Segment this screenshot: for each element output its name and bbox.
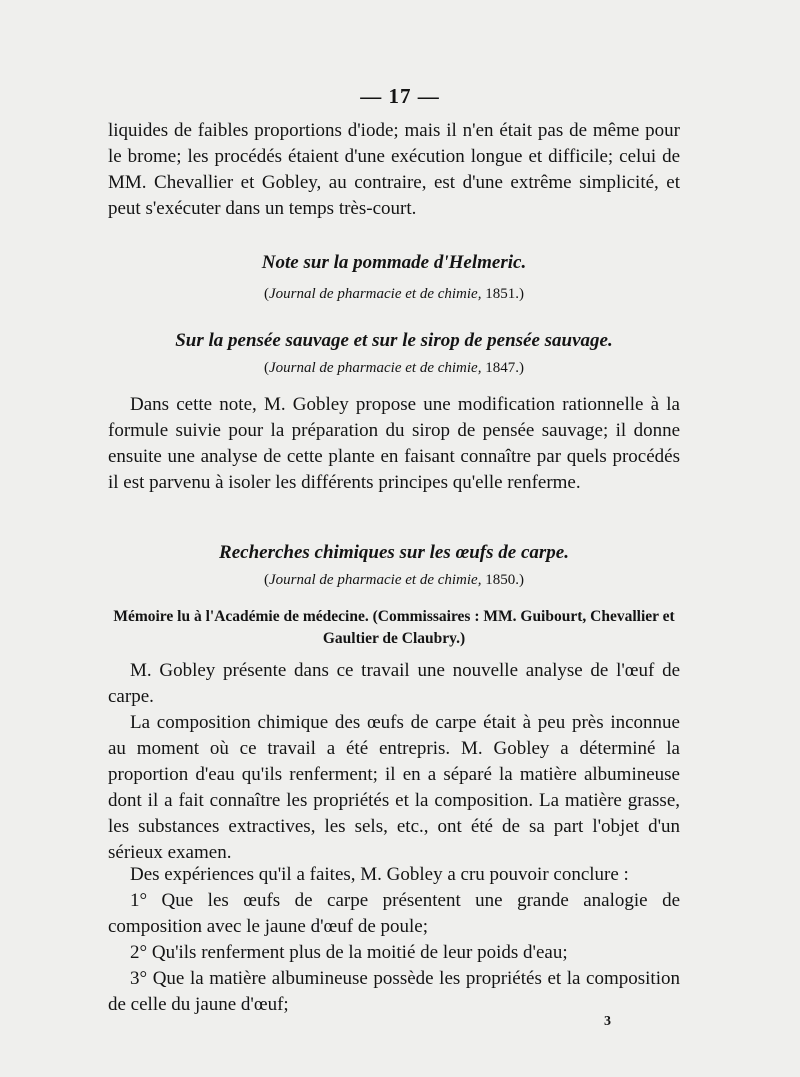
section1-source: (Journal de pharmacie et de chimie, 1851.) — [264, 286, 524, 302]
section3-year: 1850. — [485, 572, 519, 588]
intro-paragraph: liquides de faibles proportions d'iode; mais il n'en était pas de même pour le brome; les procédés étaient d'une exécution longue et difficile; celui de MM. Chevallier et Gobley, au contraire, est d'une extrême simplicité, et peut s'exécuter dans un temps très-court. — [108, 120, 680, 219]
section3-title: Recherches chimiques sur les œufs de carpe. — [219, 542, 569, 563]
section2-title: Sur la pensée sauvage et sur le sirop de pensée sauvage. — [175, 330, 613, 351]
list-item: 3° Que la matière albumineuse possède les propriétés et la composition de celle du jaune d'œuf; — [108, 968, 680, 1015]
section2-journal: Journal de pharmacie et de chimie, — [269, 360, 482, 376]
section1-journal: Journal de pharmacie et de chimie, — [269, 286, 482, 302]
section1-title: Note sur la pommade d'Helmeric. — [261, 252, 527, 273]
section1-year: 1851. — [485, 286, 519, 302]
conclusion-list — [108, 888, 680, 1018]
section2-source: (Journal de pharmacie et de chimie, 1847.) — [264, 360, 524, 376]
section3-paragraph-2: La composition chimique des œufs de carpe était à peu près inconnue au moment où ce travail a été entrepris. M. Gobley a déterminé la proportion d'eau qu'ils renferment; il en a séparé la matière albumineuse dont il a fait connaître les propriétés et la composition. La matière grasse, les substances extractives, les sels, etc., ont été de sa part l'objet d'un sérieux examen. — [108, 712, 680, 863]
section3-memoir: Mémoire lu à l'Académie de médecine. (Commissaires : MM. Guibourt, Chevallier et Gaultier de Claubry.) — [113, 608, 675, 647]
section2-body: Dans cette note, M. Gobley propose une modification rationnelle à la formule suivie pour la préparation du sirop de pensée sauvage; il donne ensuite une analyse de cette plante en faisant connaître par quels procédés il est parvenu à isoler les différents principes qu'elle renferme. — [108, 394, 680, 493]
page-number: — 17 — — [360, 84, 440, 108]
list-item: 1° Que les œufs de carpe présentent une grande analogie de composition avec le jaune d'œuf de poule; — [108, 890, 680, 937]
section2-year: 1847. — [485, 360, 519, 376]
signature-mark: 3 — [604, 1014, 611, 1029]
section3-paragraph-3: Des expériences qu'il a faites, M. Gobley a cru pouvoir conclure : — [130, 864, 629, 885]
section3-paragraph-1: M. Gobley présente dans ce travail une nouvelle analyse de l'œuf de carpe. — [108, 660, 680, 707]
section3-journal: Journal de pharmacie et de chimie, — [269, 572, 482, 588]
section3-source: (Journal de pharmacie et de chimie, 1850.) — [264, 572, 524, 588]
list-item: 2° Qu'ils renferment plus de la moitié de leur poids d'eau; — [130, 942, 568, 963]
